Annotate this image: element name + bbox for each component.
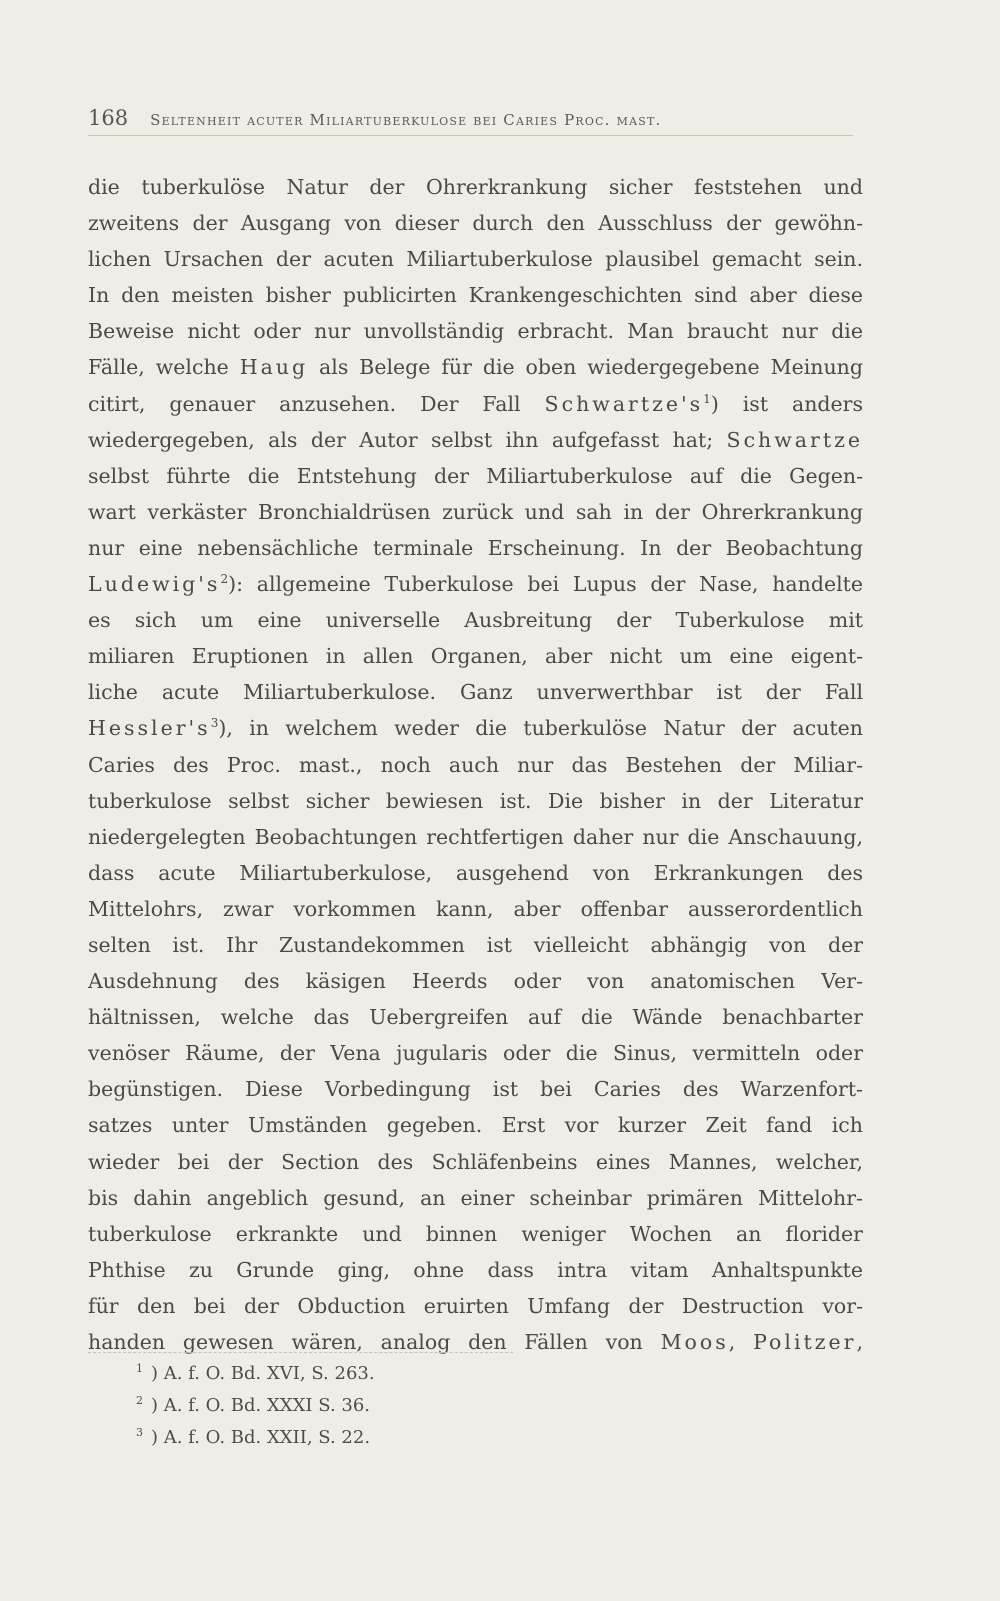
- text-line: $Hessler's^3$), in welchem weder die tuberkulöse Natur der acuten: [88, 716, 863, 741]
- text-line: bis dahin angeblich gesund, an einer scheinbar primären Mittelohr-: [88, 1185, 863, 1210]
- text-line: citirt, genauer anzusehen. Der Fall $Schwartze's^1$) ist anders: [88, 391, 863, 416]
- text-line: für den bei der Obduction eruirten Umfang der Destruction vor-: [88, 1293, 863, 1318]
- text-line: wieder bei der Section des Schläfenbeins eines Mannes, welcher,: [88, 1149, 863, 1174]
- text-line: Fälle, welche Haug als Belege für die oben wiedergegebene Meinung: [88, 355, 863, 380]
- text-line: handen gewesen wären, analog den Fällen von Moos, Politzer,: [88, 1330, 863, 1354]
- text-line: In den meisten bisher publicirten Krankengeschichten sind aber diese: [88, 283, 863, 308]
- text-line: miliaren Eruptionen in allen Organen, aber nicht um eine eigent-: [88, 644, 863, 669]
- text-line: dass acute Miliartuberkulose, ausgehend von Erkrankungen des: [88, 860, 863, 885]
- text-line: zweitens der Ausgang von dieser durch den Ausschluss der gewöhn-: [88, 211, 863, 236]
- text-line: Caries des Proc. mast., noch auch nur das Bestehen der Miliar-: [88, 752, 863, 777]
- footnote: [136, 1390, 375, 1422]
- text-line: lichen Ursachen der acuten Miliartuberkulose plausibel gemacht sein.: [88, 247, 863, 272]
- text-line: selten ist. Ihr Zustandekommen ist vielleicht abhängig von der: [88, 932, 863, 957]
- footnote-mark: 3: [136, 1426, 143, 1439]
- text-line: Ausdehnung des käsigen Heerds oder von anatomischen Ver-: [88, 969, 863, 994]
- page-header: [88, 106, 853, 136]
- author-name: Schwartze's: [544, 391, 704, 416]
- author-name: Schwartze: [726, 427, 863, 452]
- text-line: nur eine nebensächliche terminale Erscheinung. In der Beobachtung: [88, 535, 863, 560]
- text-line: satzes unter Umständen gegeben. Erst vor kurzer Zeit fand ich: [88, 1113, 863, 1138]
- text-line: wart verkäster Bronchialdrüsen zurück und sah in der Ohrerkrankung: [88, 499, 863, 524]
- text-line: Beweise nicht oder nur unvollständig erbracht. Man braucht nur die: [88, 319, 863, 344]
- footnote-ref: 3: [210, 716, 219, 731]
- running-title: Seltenheit acuter Miliartuberkulose bei Caries Proc. mast.: [150, 111, 662, 129]
- author-name: Hessler's: [88, 716, 211, 741]
- footnote-mark: 2: [136, 1394, 143, 1407]
- text-line: tuberkulose selbst sicher bewiesen ist. Die bisher in der Literatur: [88, 788, 863, 813]
- text-line: tuberkulose erkrankte und binnen weniger Wochen an florider: [88, 1221, 863, 1246]
- text-line: Phthise zu Grunde ging, ohne dass intra vitam Anhaltspunkte: [88, 1257, 863, 1282]
- text-line: es sich um eine universelle Ausbreitung der Tuberkulose mit: [88, 608, 863, 633]
- text-line: venöser Räume, der Vena jugularis oder die Sinus, vermitteln oder: [88, 1041, 863, 1066]
- author-name: Politzer: [753, 1330, 857, 1354]
- footnote: [136, 1358, 375, 1390]
- footnote-ref: 1: [703, 391, 711, 406]
- text-line: die tuberkulöse Natur der Ohrerkrankung sicher feststehen und: [88, 175, 863, 199]
- text-line: niedergelegten Beobachtungen rechtfertigen daher nur die Anschauung,: [88, 824, 863, 849]
- author-name: Ludewig's: [88, 572, 221, 597]
- page-number: 168: [88, 106, 129, 130]
- footnote-text: ) A. f. O. Bd. XXII, S. 22.: [151, 1427, 371, 1448]
- text-line: hältnissen, welche das Uebergreifen auf die Wände benachbarter: [88, 1005, 863, 1030]
- footnote-ref: 2: [220, 572, 229, 587]
- body-text: [88, 169, 863, 1360]
- text-line: begünstigen. Diese Vorbedingung ist bei Caries des Warzenfort-: [88, 1077, 863, 1102]
- text-line: $Ludewig's^2$): allgemeine Tuberkulose bei Lupus der Nase, handelte: [88, 572, 863, 597]
- author-name: Moos: [660, 1330, 729, 1354]
- footnote-text: ) A. f. O. Bd. XXXI S. 36.: [151, 1395, 371, 1416]
- footnote-mark: 1: [136, 1362, 143, 1375]
- footnote: [136, 1422, 375, 1454]
- text-line: wiedergegeben, als der Autor selbst ihn aufgefasst hat; Schwartze: [88, 427, 863, 452]
- text-line: liche acute Miliartuberkulose. Ganz unverwerthbar ist der Fall: [88, 680, 863, 705]
- footnote-text: ) A. f. O. Bd. XVI, S. 263.: [151, 1363, 375, 1384]
- text-line: Mittelohrs, zwar vorkommen kann, aber offenbar ausserordentlich: [88, 896, 863, 921]
- text-line: selbst führte die Entstehung der Miliartuberkulose auf die Gegen-: [88, 463, 863, 488]
- footnotes: [136, 1358, 375, 1454]
- author-name: Haug: [239, 355, 309, 380]
- footnote-divider: [88, 1352, 513, 1353]
